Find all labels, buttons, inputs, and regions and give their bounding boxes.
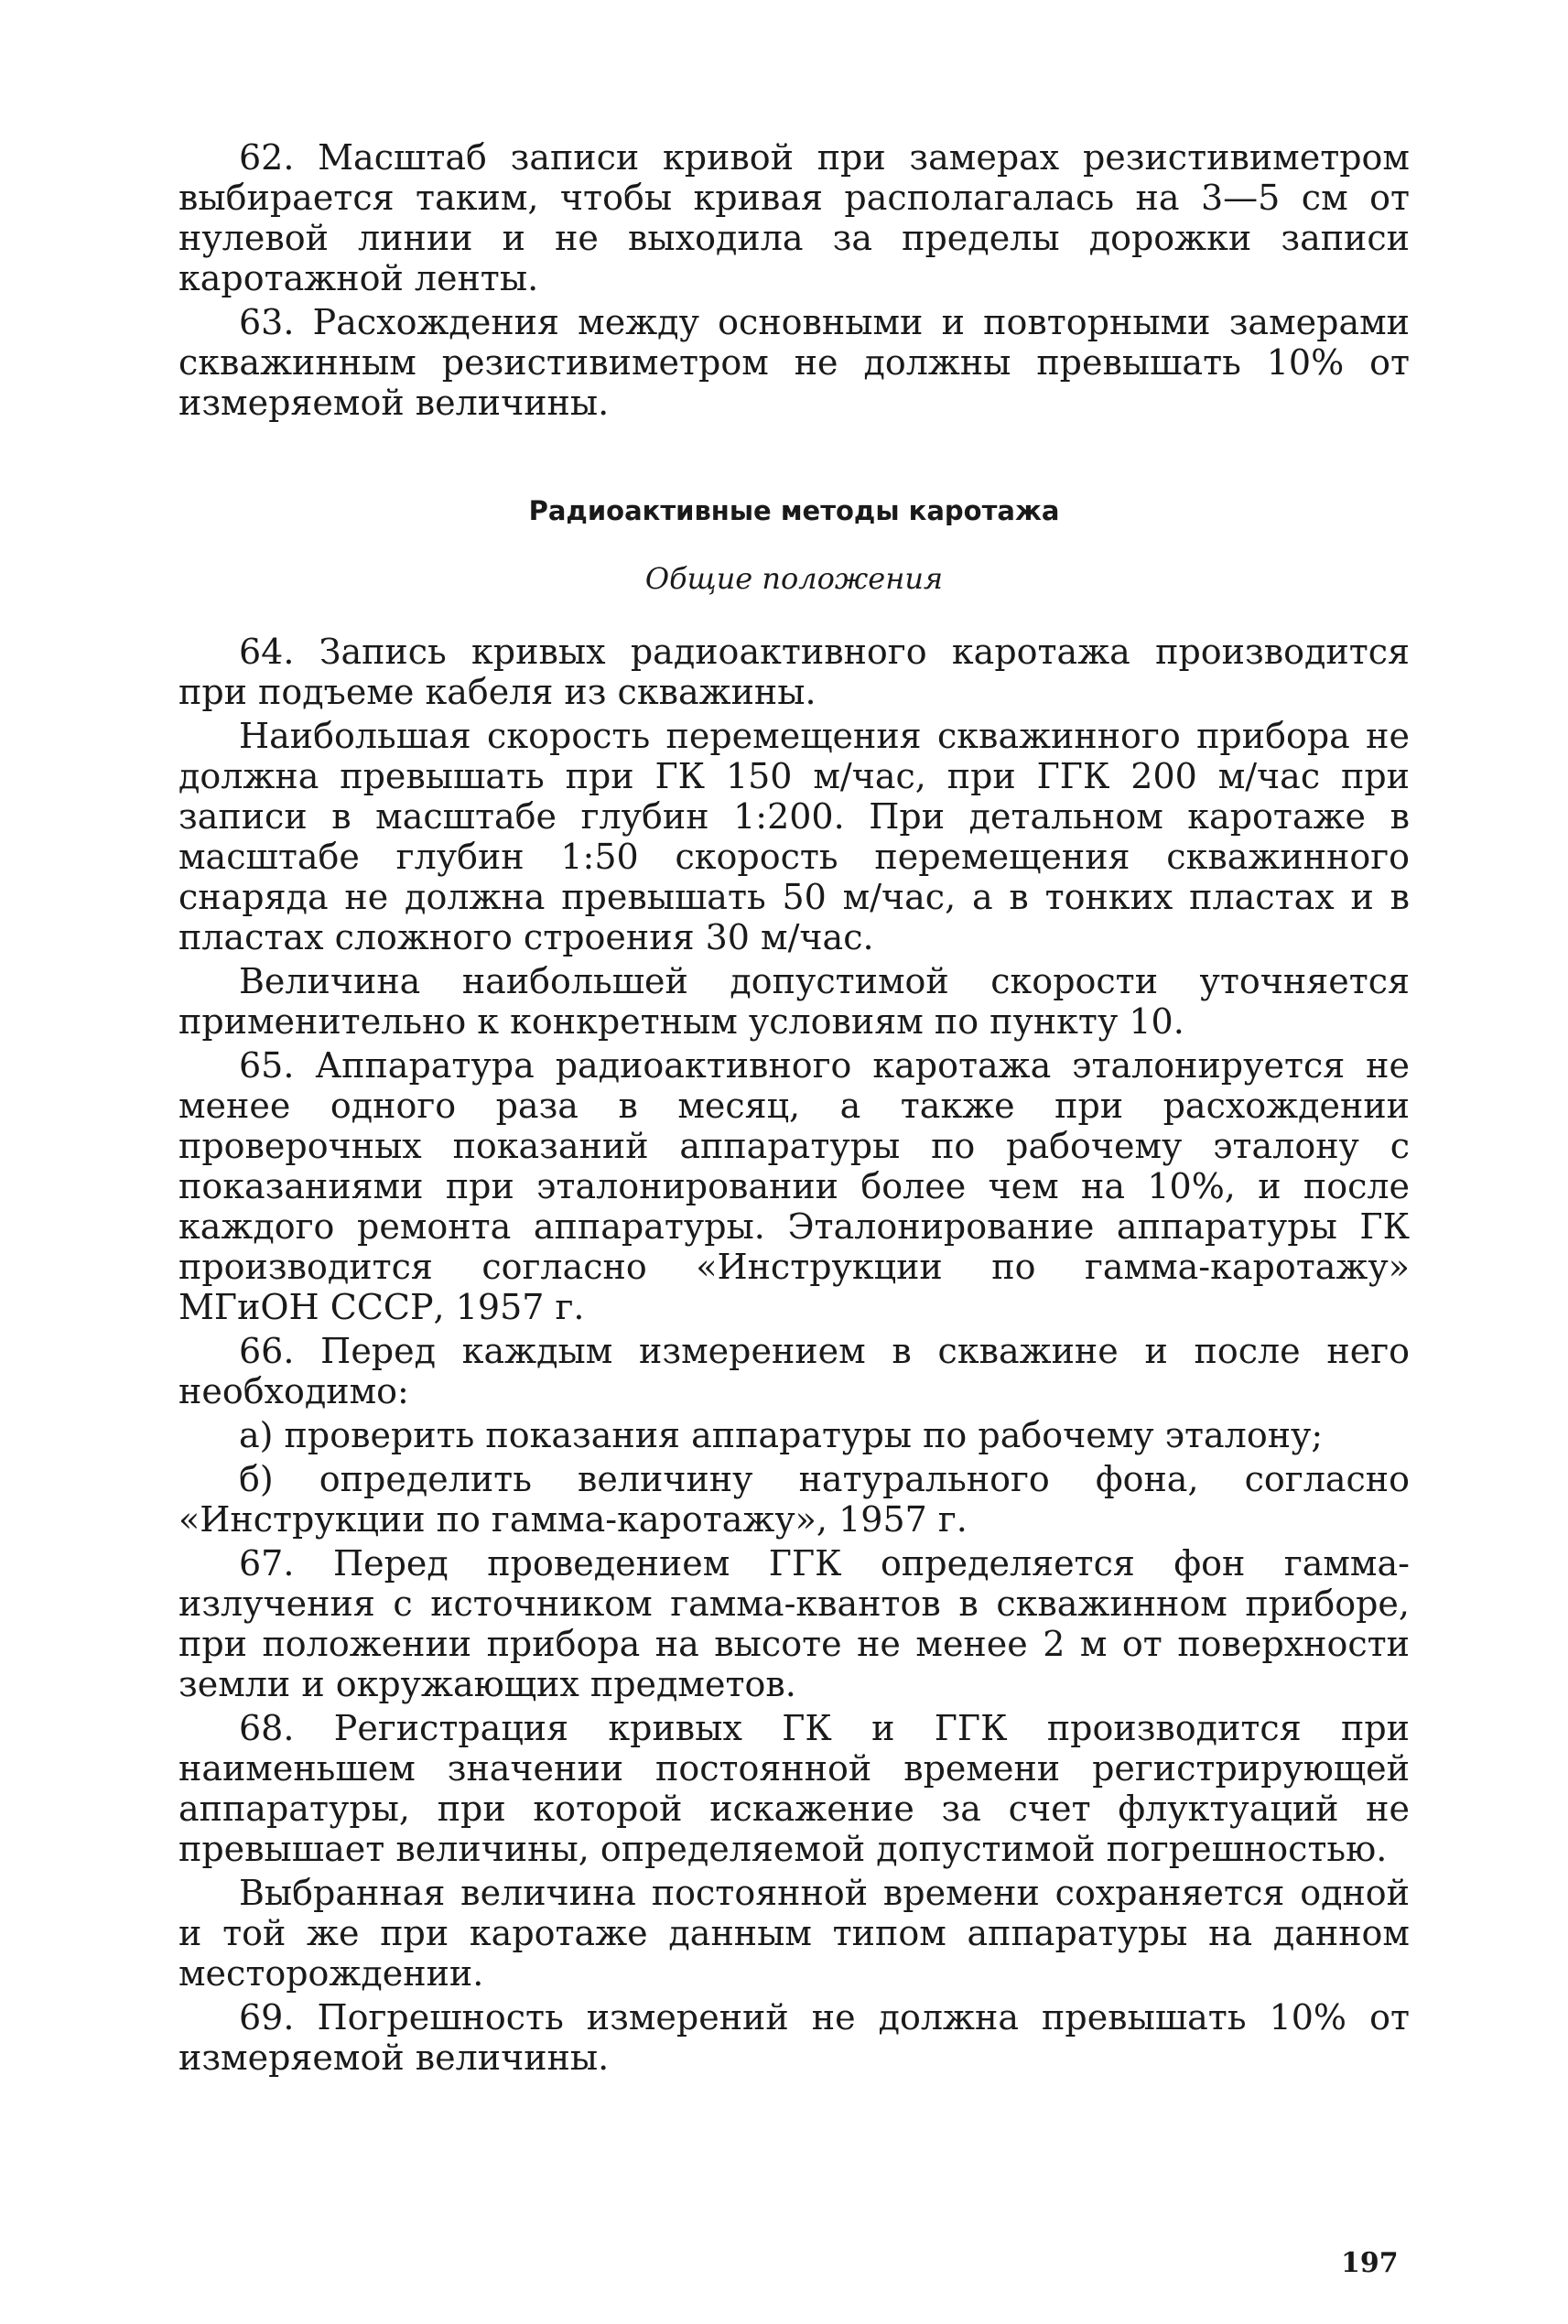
paragraph-66: 66. Перед каждым измерением в скважине и после него необходимо:: [178, 1331, 1410, 1411]
paragraph-66-b: б) определить величину натурального фона, согласно «Инструкции по гамма-каротажу», 1957 г.: [178, 1459, 1410, 1540]
section-heading: Радиоактивные методы каротажа: [528, 495, 1060, 526]
paragraph-64: 64. Запись кривых радиоактивного каротажа производится при подъеме кабеля из скважины.: [178, 632, 1410, 712]
paragraph-66-a: а) проверить показания аппаратуры по рабочему эталону;: [239, 1415, 1324, 1455]
paragraph-68-note: Выбранная величина постоянной времени сохраняется одной и той же при каротаже данным типом аппаратуры на данном месторождении.: [178, 1873, 1410, 1994]
paragraph-68: 68. Регистрация кривых ГК и ГГК производится при наименьшем значении постоянной времени регистрирующей аппаратуры, при которой искажение за счет флуктуаций не превышает величины, определяемой допустимой погрешностью.: [178, 1708, 1410, 1869]
paragraph-64-speed: Наибольшая скорость перемещения скважинного прибора не должна превышать при ГК 150 м/час, при ГГК 200 м/час при записи в масштабе глубин 1:200. При детальном каротаже в масштабе глубин 1:50 скорость перемещения скважинного снаряда не должна превышать 50 м/час, а в тонких пластах и в пластах сложного строения 30 м/час.: [178, 716, 1410, 957]
page-content: [178, 137, 1410, 2243]
paragraph-62: 62. Масштаб записи кривой при замерах резистивиметром выбирается таким, чтобы кривая располагалась на 3—5 см от нулевой линии и не выходила за пределы дорожки записи каротажной ленты.: [178, 137, 1410, 298]
page-number: 197: [1341, 2247, 1399, 2279]
paragraph-63: 63. Расхождения между основными и повторными замерами скважинным резистивиметром не должны превышать 10% от измеряемой величины.: [178, 302, 1410, 423]
paragraph-65: 65. Аппаратура радиоактивного каротажа эталонируется не менее одного раза в месяц, а также при расхождении проверочных показаний аппаратуры по рабочему эталону с показаниями при эталонировании более чем на 10%, и после каждого ремонта аппаратуры. Эталонирование аппаратуры ГК производится согласно «Инструкции по гамма-каротажу» МГиОН СССР, 1957 г.: [178, 1045, 1410, 1327]
paragraph-64-speed-note: Величина наибольшей допустимой скорости уточняется применительно к конкретным условиям по пункту 10.: [178, 961, 1410, 1042]
paragraph-69: 69. Погрешность измерений не должна превышать 10% от измеряемой величины.: [178, 1997, 1410, 2078]
section-subheading: Общие положения: [644, 561, 944, 596]
paragraph-67: 67. Перед проведением ГГК определяется фон гамма-излучения с источником гамма-квантов в скважинном приборе, при положении прибора на высоте не менее 2 м от поверхности земли и окружающих предметов.: [178, 1543, 1410, 1704]
